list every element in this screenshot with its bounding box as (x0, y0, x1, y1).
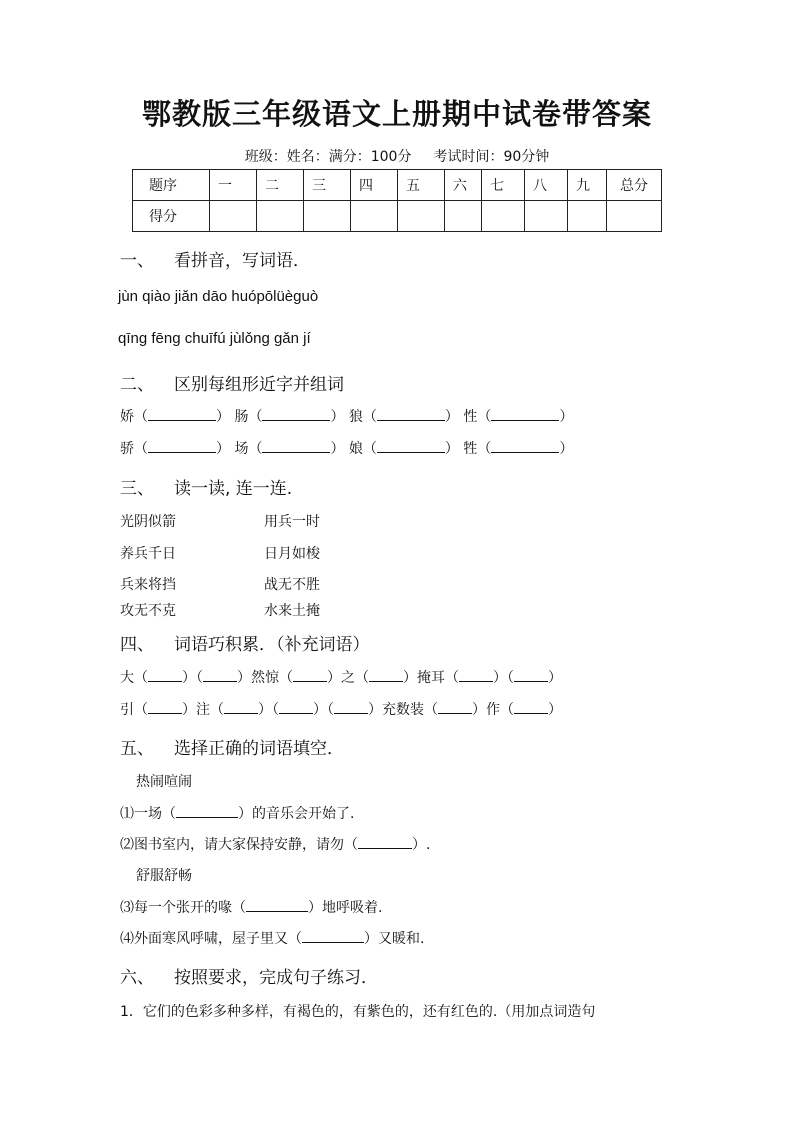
section-title: 选择正确的词语填空． (174, 739, 344, 759)
section-number: 六、 (120, 968, 154, 988)
section-2-heading (120, 370, 344, 395)
answer-blank[interactable] (148, 440, 216, 453)
page-title: 鄂教版三年级语文上册期中试卷带答案 (141, 97, 652, 131)
section-3-heading (120, 474, 292, 499)
score-table (132, 169, 662, 232)
section-number: 四、 (120, 635, 154, 655)
section-title: 看拼音，写词语． (174, 251, 310, 271)
choose-question-3 (120, 897, 382, 917)
fill-text: 引 (120, 702, 134, 718)
score-header-cell: 总分 (607, 170, 662, 201)
score-table-score-row (133, 201, 662, 232)
char-item: 娇 (120, 409, 134, 425)
section-4-heading (120, 630, 370, 655)
answer-blank[interactable] (203, 669, 237, 682)
answer-blank[interactable] (176, 805, 238, 818)
section-number: 三、 (120, 479, 154, 499)
section-number: 五、 (120, 739, 154, 759)
answer-blank[interactable] (369, 669, 403, 682)
answer-blank[interactable] (279, 701, 313, 714)
answer-blank[interactable] (262, 408, 330, 421)
answer-blank[interactable] (302, 930, 364, 943)
char-item: 狼 (348, 409, 363, 425)
score-table-header-row (133, 170, 662, 201)
score-cell[interactable] (398, 201, 445, 232)
score-cell[interactable] (607, 201, 662, 232)
score-header-cell: 七 (482, 170, 525, 201)
answer-blank[interactable] (358, 836, 412, 849)
question-text: ）又暖和. (364, 931, 425, 947)
answer-blank[interactable] (491, 408, 559, 421)
score-header-cell: 八 (525, 170, 568, 201)
fill-text: 作 (486, 702, 500, 718)
question-text: ⑴一场（ (120, 806, 176, 822)
question-text: ）地呼吸着. (308, 900, 383, 916)
question-text: ⑶每一个张开的喙（ (120, 900, 246, 916)
question-text: ⑷外面寒风呼啸，屋子里又（ (120, 931, 302, 947)
char-item: 牲 (463, 441, 478, 457)
answer-blank[interactable] (377, 408, 445, 421)
exam-info-left: 班级：姓名：满分：100分 (244, 149, 412, 165)
section-number: 二、 (120, 375, 154, 395)
answer-blank[interactable] (491, 440, 559, 453)
char-item: 娘 (348, 441, 363, 457)
char-item: 肠 (234, 409, 249, 425)
pinyin-line-2: qīng fēng chuīfú jùlǒng gǎn jí (118, 330, 311, 347)
char-row-1: 娇（ ） 肠（ ） 狼（ ） 性（ ） (120, 409, 574, 425)
section-title: 读一读, 连一连. (174, 479, 293, 499)
score-header-cell: 一 (210, 170, 257, 201)
score-header-cell: 四 (351, 170, 398, 201)
exam-info-right: 考试时间：90分钟 (433, 149, 550, 165)
fill-text: 掩耳 (417, 670, 445, 686)
answer-blank[interactable] (148, 408, 216, 421)
score-header-cell: 九 (568, 170, 607, 201)
score-cell[interactable] (257, 201, 304, 232)
answer-blank[interactable] (377, 440, 445, 453)
fill-text: 然惊 (251, 670, 279, 686)
sentence-question-1: 1．它们的色彩多种多样，有褐色的，有紫色的，还有红色的.（用加点词造句 (120, 1004, 596, 1020)
fill-row-2: 引（ ）注（ ）（ ）（ ）充数装（ ）作（ ） (120, 702, 562, 718)
answer-blank[interactable] (459, 669, 493, 682)
score-cell[interactable] (525, 201, 568, 232)
score-header-cell: 题序 (133, 170, 210, 201)
fill-text: 之 (341, 670, 355, 686)
answer-blank[interactable] (438, 701, 472, 714)
choose-question-2 (120, 834, 430, 854)
answer-blank[interactable] (148, 701, 182, 714)
question-text: ⑵图书室内，请大家保持安静，请勿（ (120, 837, 358, 853)
section-5-heading (120, 734, 344, 759)
score-cell[interactable] (482, 201, 525, 232)
answer-blank[interactable] (514, 669, 548, 682)
fill-text: 充数装 (382, 702, 424, 718)
fill-text: 注 (196, 702, 210, 718)
question-text: ）的音乐会开始了. (238, 806, 355, 822)
section-title: 区别每组形近字并组词 (174, 375, 344, 395)
score-cell[interactable] (304, 201, 351, 232)
question-text: ）. (412, 837, 431, 853)
answer-blank[interactable] (224, 701, 258, 714)
score-header-cell: 六 (445, 170, 482, 201)
idiom-left[interactable]: 光阴似箭 (120, 514, 176, 530)
section-title: 词语巧积累．（补充词语） (174, 635, 370, 655)
idiom-right[interactable]: 战无不胜 (264, 577, 320, 593)
section-1-heading (120, 246, 310, 271)
word-choices-1: 热闹喧闹 (136, 774, 192, 790)
exam-info (0, 146, 794, 166)
choose-question-4 (120, 928, 424, 948)
choose-question-1 (120, 803, 354, 823)
section-title: 按照要求，完成句子练习． (174, 968, 378, 988)
answer-blank[interactable] (246, 899, 308, 912)
score-header-cell: 三 (304, 170, 351, 201)
idiom-right[interactable]: 水来土掩 (264, 603, 320, 619)
score-header-cell: 五 (398, 170, 445, 201)
fill-text: 大 (120, 670, 134, 686)
char-item: 骄 (120, 441, 134, 457)
answer-blank[interactable] (262, 440, 330, 453)
section-number: 一、 (120, 251, 154, 271)
idiom-right[interactable]: 用兵一时 (264, 514, 320, 530)
char-item: 场 (234, 441, 249, 457)
pinyin-line-1: jùn qiào jiǎn dāo huópōlüèguò (118, 288, 319, 305)
answer-blank[interactable] (148, 669, 182, 682)
score-cell[interactable] (210, 201, 257, 232)
score-cell[interactable] (351, 201, 398, 232)
score-cell[interactable] (445, 201, 482, 232)
score-row-label: 得分 (133, 201, 210, 232)
section-6-heading (120, 963, 378, 988)
char-item: 性 (463, 409, 478, 425)
idiom-left[interactable]: 兵来将挡 (120, 577, 176, 593)
char-row-2: 骄（ ） 场（ ） 娘（ ） 牲（ ） (120, 441, 574, 457)
answer-blank[interactable] (334, 701, 368, 714)
word-choices-2: 舒服舒畅 (136, 868, 192, 884)
idiom-left[interactable]: 养兵千日 (120, 546, 176, 562)
score-cell[interactable] (568, 201, 607, 232)
idiom-left[interactable]: 攻无不克 (120, 603, 176, 619)
idiom-right[interactable]: 日月如梭 (264, 546, 320, 562)
answer-blank[interactable] (514, 701, 548, 714)
fill-row-1: 大（ ）（ ）然惊（ ）之（ ）掩耳（ ）（ ） (120, 670, 562, 686)
score-header-cell: 二 (257, 170, 304, 201)
answer-blank[interactable] (293, 669, 327, 682)
